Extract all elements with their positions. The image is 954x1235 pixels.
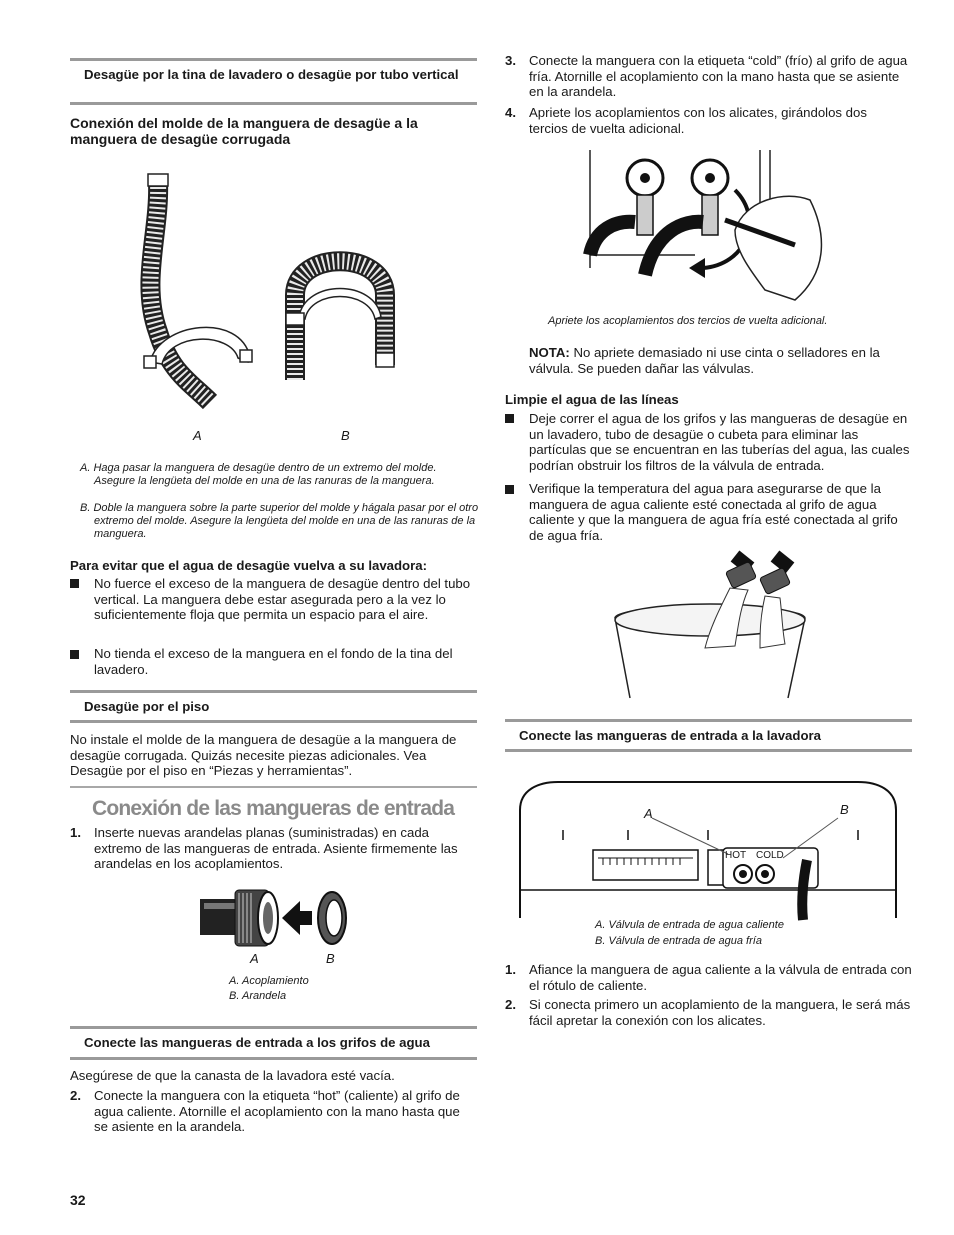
step-number: 1. xyxy=(70,825,81,840)
fig1-label-b: B xyxy=(341,428,350,443)
step-number: 2. xyxy=(70,1088,81,1103)
fig1-caption-a: A. Haga pasar la manguera de desagüe dentro de un extremo del molde. Asegure la lengüeta del molde en una de las ranuras de la manguera. xyxy=(80,462,437,487)
bullet-marker xyxy=(70,650,79,659)
section-rule-top xyxy=(70,1026,477,1029)
bullet-marker xyxy=(505,414,514,423)
bullet-item: Deje correr el agua de los grifos y las mangueras de desagüe en un lavadero, tubo de desagüe o cubeta para eliminar las partículas que se encuentran en las tuberías del agua, las cuales podrían obstruir los filtros de la válvula de entrada. xyxy=(529,411,910,473)
subheading-drain-form: Conexión del molde de la manguera de desagüe a la manguera de desagüe corrugada xyxy=(70,115,418,147)
hot-label: HOT xyxy=(725,850,747,861)
step-text: Conecte la manguera con la etiqueta “hot” (caliente) al grifo de agua caliente. Atornille el acoplamiento con la mano hasta que se asiente en la arandela. xyxy=(94,1088,460,1135)
subheading-prevent-backflow: Para evitar que el agua de desagüe vuelva a su lavadora: xyxy=(70,558,427,573)
bullet-marker xyxy=(505,485,514,494)
fig2-label-b: B xyxy=(326,951,335,966)
floor-drain-text: No instale el molde de la manguera de desagüe a la manguera de desagüe corrugada. Quizás necesite piezas adicionales. Vea Desagüe por el piso en “Piezas y herramientas”. xyxy=(70,732,457,779)
fig2-label-a: A xyxy=(250,951,259,966)
fig2-caption-b: B. Arandela xyxy=(229,990,287,1002)
section-rule-bottom xyxy=(70,1057,477,1060)
washer-inlet-valves-figure xyxy=(518,780,898,920)
note-paragraph xyxy=(529,345,914,376)
step-number: 4. xyxy=(505,105,516,120)
page-number: 32 xyxy=(70,1192,86,1208)
step-text: Afiance la manguera de agua caliente a la válvula de entrada con el rótulo de caliente. xyxy=(529,962,912,993)
coupling-washer-figure xyxy=(200,885,360,955)
tighten-couplings-figure xyxy=(585,150,830,310)
fig1-caption-b: B. Doble la manguera sobre la parte superior del molde y hágala pasar por el otro extremo del molde. Asegure la lengüeta del molde en una de las ranuras de la manguera. xyxy=(80,502,479,540)
section-title-washer-inlet: Conecte las mangueras de entrada a la lavadora xyxy=(519,728,821,743)
main-title-rule xyxy=(70,786,477,788)
fig2-caption-a: A. Acoplamiento xyxy=(229,975,309,987)
step-text: Conecte la manguera con la etiqueta “cold” (frío) al grifo de agua fría. Atornille el acoplamiento con la mano hasta que se asiente en la arandela. xyxy=(529,53,908,100)
section-rule-bottom xyxy=(70,102,477,105)
section-title-faucets: Conecte las mangueras de entrada a los grifos de agua xyxy=(84,1035,430,1050)
drain-hose-bent-figure xyxy=(285,255,425,395)
bullet-item: No tienda el exceso de la manguera en el fondo de la tina del lavadero. xyxy=(94,646,453,677)
step-number: 1. xyxy=(505,962,516,977)
page-title: Conexión de las mangueras de entrada xyxy=(92,797,455,820)
section-rule-top xyxy=(505,719,912,722)
step-text: Si conecta primero un acoplamiento de la manguera, le será más fácil apretar la conexión con los alicates. xyxy=(529,997,911,1028)
section-rule-top xyxy=(70,690,477,693)
bullet-item: No fuerce el exceso de la manguera de desagüe dentro del tubo vertical. La manguera debe estar asegurada pero a la vez lo suficientemente floja que permita un espacio para el aire. xyxy=(94,576,471,623)
faucets-intro-text: Asegúrese de que la canasta de la lavadora esté vacía. xyxy=(70,1068,395,1083)
step-number: 2. xyxy=(505,997,516,1012)
cold-label: COLD xyxy=(756,850,784,861)
fig4-label-b: B xyxy=(840,802,849,817)
fig3-caption: Apriete los acoplamientos dos tercios de vuelta adicional. xyxy=(548,315,828,327)
step-text: Apriete los acoplamientos con los alicates, girándolos dos tercios de vuelta adicional. xyxy=(529,105,867,136)
step-number: 3. xyxy=(505,53,516,68)
fig4-label-a: A xyxy=(644,806,653,821)
fig4-caption-b: B. Válvula de entrada de agua fría xyxy=(595,935,762,947)
section-rule-bottom xyxy=(70,720,477,723)
step-text: Inserte nuevas arandelas planas (suministradas) en cada extremo de las mangueras de entrada. Asiente firmemente las arandelas en los acoplamientos. xyxy=(94,825,458,872)
flush-bucket-figure xyxy=(610,548,810,703)
fig1-label-a: A xyxy=(193,428,202,443)
fig4-caption-a: A. Válvula de entrada de agua caliente xyxy=(595,919,784,931)
bullet-marker xyxy=(70,579,79,588)
subheading-flush-lines: Limpie el agua de las líneas xyxy=(505,392,679,407)
section-rule-bottom xyxy=(505,749,912,752)
section-title-tub-drain: Desagüe por la tina de lavadero o desagüe por tubo vertical xyxy=(84,67,459,82)
note-label: NOTA: xyxy=(529,345,570,360)
section-title-floor-drain: Desagüe por el piso xyxy=(84,699,210,714)
section-rule-top xyxy=(70,58,477,61)
note-text: No apriete demasiado ni use cinta o selladores en la válvula. Se pueden dañar las válvulas. xyxy=(529,345,880,376)
bullet-item: Verifique la temperatura del agua para asegurarse de que la manguera de agua caliente esté conectada al grifo de agua caliente y que la manguera de agua fría esté conectada al grifo de agua fría. xyxy=(529,481,898,543)
